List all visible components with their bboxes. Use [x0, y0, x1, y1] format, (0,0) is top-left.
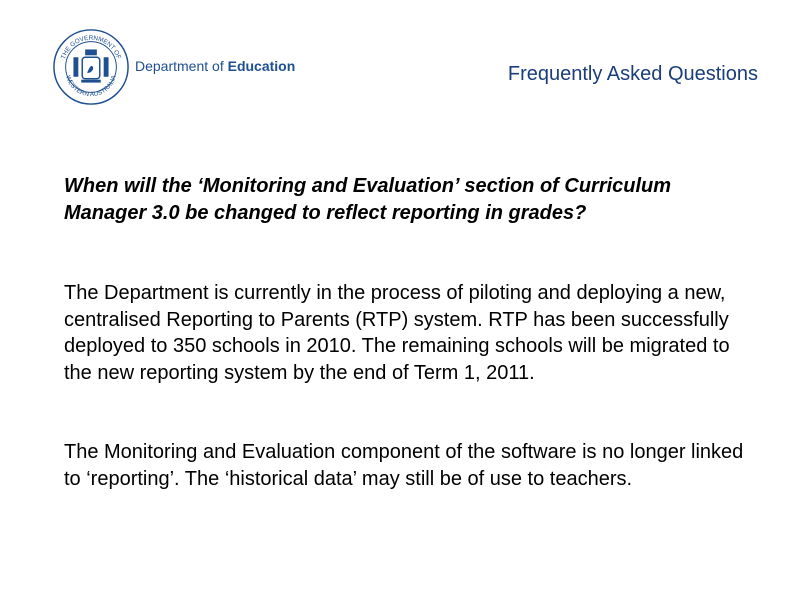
svg-text:THE GOVERNMENT OF: THE GOVERNMENT OF — [59, 34, 123, 61]
page-title: Frequently Asked Questions — [507, 63, 758, 85]
answer-paragraph-1: The Department is currently in the process of piloting and deploying a new, centralised Reporting to Parents (RTP) system. RTP has been successfully deployed to 350 schools in 2010. The remaining schools will be migrated to the new reporting system by the end of Term 1, 2011. — [64, 282, 730, 384]
department-name — [135, 58, 295, 74]
answer-paragraph-2: The Monitoring and Evaluation component of the software is no longer linked to ‘reporting’. The ‘historical data’ may still be of use to teachers. — [64, 441, 744, 490]
faq-question: When will the ‘Monitoring and Evaluation’ section of Curriculum Manager 3.0 be changed to reflect reporting in grades? — [64, 175, 672, 224]
wa-government-seal-logo — [52, 28, 130, 106]
dept-prefix: Department of — [135, 58, 228, 74]
svg-text:WESTERN AUSTRALIA: WESTERN AUSTRALIA — [64, 74, 118, 99]
dept-bold: Education — [227, 58, 296, 74]
